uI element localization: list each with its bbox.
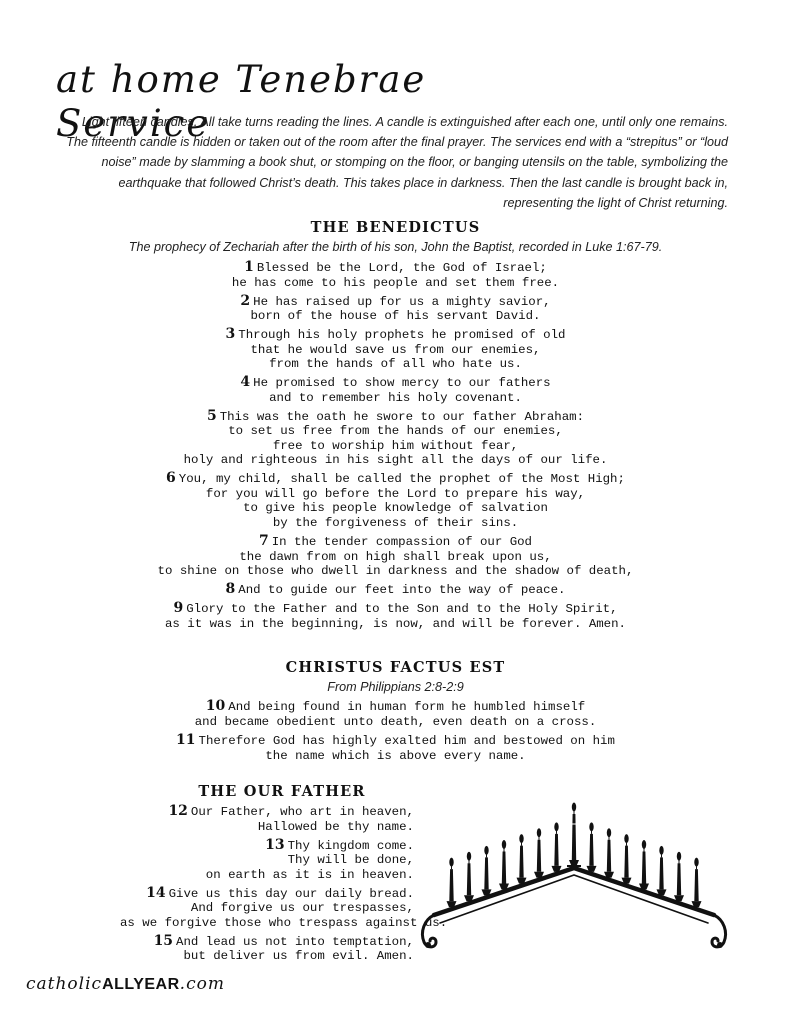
verse-line xyxy=(0,327,791,343)
verse-number: 14 xyxy=(146,884,166,901)
verse-line xyxy=(120,886,414,902)
verse-line xyxy=(120,853,414,868)
verse-line xyxy=(0,582,791,598)
verse-text: as we forgive those who trespass against us. xyxy=(120,915,448,930)
verse-number: 10 xyxy=(205,698,226,714)
verse-text: that he would save us from our enemies, xyxy=(250,342,541,357)
verse-number: 5 xyxy=(206,407,217,424)
verse-1 xyxy=(0,260,791,290)
verse-text: to set us free from the hands of our enemies, xyxy=(228,424,563,439)
candle-icon xyxy=(517,834,527,884)
verse-text: to give his people knowledge of salvation xyxy=(243,501,548,516)
verse-text: Our Father, who art in heaven, xyxy=(190,805,414,819)
verse-text: You, my child, shall be called the prophet of the Most High; xyxy=(178,472,625,487)
verse-line xyxy=(120,868,414,883)
our-father-verses xyxy=(120,803,448,964)
verse-text: Glory to the Father and to the Son and to the Holy Spirit, xyxy=(186,602,618,617)
benedictus-verses xyxy=(0,260,791,631)
verse-text: and became obedient unto death, even death on a cross. xyxy=(194,714,597,729)
candle-icon xyxy=(622,834,632,884)
verse-line xyxy=(120,804,414,820)
verse-number: 11 xyxy=(176,732,196,748)
verse-line xyxy=(120,934,414,950)
verse-text: Through his holy prophets he promised of old xyxy=(238,328,566,343)
footer-logo-part-allyear: ALLYEAR xyxy=(102,976,180,993)
verse-line xyxy=(0,294,791,310)
verse-line xyxy=(0,471,791,487)
verse-text: In the tender compassion of our God xyxy=(271,535,532,550)
verse-line xyxy=(0,453,791,468)
verse-number: 2 xyxy=(240,292,251,309)
verse-line xyxy=(120,820,414,835)
candle-icon xyxy=(639,840,649,890)
christus-verses xyxy=(0,699,791,763)
verse-line xyxy=(0,715,791,730)
verse-line xyxy=(0,439,791,454)
verse-15 xyxy=(120,934,414,964)
verse-4 xyxy=(0,375,791,405)
verse-line xyxy=(0,357,791,372)
footer-website-logo xyxy=(26,974,225,994)
verse-7 xyxy=(0,534,791,579)
verse-line xyxy=(0,409,791,425)
verse-line xyxy=(0,487,791,502)
candle-icon xyxy=(604,828,614,878)
tenebrae-hearse-candelabrum-icon xyxy=(412,792,736,954)
section-heading-benedictus: THE BENEDICTUS xyxy=(310,219,481,236)
verse-text: Thy kingdom come. xyxy=(287,838,414,853)
verse-number: 6 xyxy=(166,470,176,487)
footer-logo-part-catholic: catholic xyxy=(26,974,103,994)
verse-number: 1 xyxy=(244,259,254,275)
verse-line xyxy=(0,276,791,291)
verse-text: to shine on those who dwell in darkness and the shadow of death, xyxy=(157,564,634,579)
verse-number: 15 xyxy=(153,932,174,949)
verse-line xyxy=(0,617,791,632)
page-title: at home Tenebrae Service xyxy=(56,58,427,145)
verse-5 xyxy=(0,409,791,468)
candle-icon xyxy=(447,858,457,908)
verse-line xyxy=(0,391,791,406)
candle-icon xyxy=(482,846,492,896)
verse-text: This was the oath he swore to our father Abraham: xyxy=(219,409,585,424)
candle-icon xyxy=(657,846,667,896)
section-subheading-benedictus: The prophecy of Zechariah after the birth of his son, John the Baptist, recorded in Luke 1:67-79. xyxy=(128,240,663,254)
verse-number: 12 xyxy=(168,803,188,819)
verse-text: And lead us not into temptation, xyxy=(176,934,414,949)
section-heading-our-father: THE OUR FATHER xyxy=(198,783,366,800)
candle-icon xyxy=(552,822,562,872)
verse-text: holy and righteous in his sight all the days of our life. xyxy=(183,453,608,468)
verse-number: 9 xyxy=(173,600,184,617)
verse-text: for you will go before the Lord to prepare his way, xyxy=(205,486,586,501)
verse-text: Hallowed be thy name. xyxy=(257,819,414,834)
verse-text: And to guide our feet into the way of peace. xyxy=(238,583,566,598)
candle-icon xyxy=(692,858,702,908)
verse-line xyxy=(0,343,791,358)
verse-2 xyxy=(0,294,791,324)
verse-text: the dawn from on high shall break upon us, xyxy=(239,549,552,564)
verse-line xyxy=(0,424,791,439)
verse-line xyxy=(0,260,791,276)
verse-line xyxy=(0,733,791,749)
verse-line xyxy=(0,375,791,391)
verse-line xyxy=(0,534,791,550)
verse-line xyxy=(0,501,791,516)
verse-text: Thy will be done, xyxy=(287,853,414,867)
section-subheading-christus: From Philippians 2:8-2:9 xyxy=(327,680,464,694)
verse-line xyxy=(120,949,414,964)
verse-11 xyxy=(0,733,791,763)
verse-text: as it was in the beginning, is now, and will be forever. Amen. xyxy=(164,616,626,631)
verse-number: 3 xyxy=(225,326,236,343)
verse-line xyxy=(120,901,414,916)
candle-icon xyxy=(567,803,581,867)
verse-8 xyxy=(0,582,791,598)
verse-line xyxy=(0,699,791,715)
verse-line xyxy=(0,516,791,531)
verse-text: on earth as it is in heaven. xyxy=(205,867,414,882)
candle-icon xyxy=(587,822,597,872)
verse-text: by the forgiveness of their sins. xyxy=(272,515,519,530)
verse-text: he has come to his people and set them free. xyxy=(231,275,560,290)
verse-text: And being found in human form he humbled himself xyxy=(228,700,586,714)
verse-6 xyxy=(0,471,791,530)
candle-icon xyxy=(464,852,474,902)
verse-text: from the hands of all who hate us. xyxy=(269,357,522,372)
verse-text: He has raised up for us a mighty savior, xyxy=(253,294,551,309)
verse-text: the name which is above every name. xyxy=(265,748,526,763)
verse-text: Therefore God has highly exalted him and bestowed on him xyxy=(198,734,615,748)
verse-number: 7 xyxy=(259,533,269,550)
verse-text: born of the house of his servant David. xyxy=(250,309,541,324)
verse-text: and to remember his holy covenant. xyxy=(269,390,522,405)
verse-14 xyxy=(120,884,448,931)
section-heading-christus: CHRISTUS FACTUS EST xyxy=(285,659,506,676)
verse-10 xyxy=(0,699,791,729)
verse-text: Give us this day our daily bread. xyxy=(168,886,414,901)
candle-icon xyxy=(499,840,509,890)
verse-line xyxy=(0,550,791,565)
our-father-section xyxy=(120,782,448,967)
christus-factus-est-section xyxy=(0,658,791,767)
verse-number: 13 xyxy=(265,836,285,853)
verse-9 xyxy=(0,601,791,631)
verse-line xyxy=(0,601,791,617)
verse-text: but deliver us from evil. Amen. xyxy=(183,949,414,963)
verse-text: Blessed be the Lord, the God of Israel; xyxy=(256,261,547,275)
verse-line xyxy=(120,838,414,854)
verse-13 xyxy=(120,838,414,883)
candle-icon xyxy=(534,828,544,878)
verse-text: And forgive us our trespasses, xyxy=(190,901,414,915)
verse-number: 4 xyxy=(240,374,251,391)
benedictus-section xyxy=(0,218,791,635)
candle-icon xyxy=(674,852,684,902)
verse-12 xyxy=(120,804,414,834)
verse-3 xyxy=(0,327,791,372)
verse-text: free to worship him without fear, xyxy=(272,438,519,453)
verse-line xyxy=(0,564,791,579)
verse-line xyxy=(0,309,791,324)
verse-line xyxy=(120,915,448,931)
intro-paragraph: Light fifteen candles. All take turns reading the lines. A candle is extinguished after each one, until only one remains. The fifteenth candle is hidden or taken out of the room after the final prayer. The services end with a “strepitus” or “loud noise” made by slamming a book shut, or stomping on the floor, or banging utensils on the table, symbolizing the earthquake that followed Christ’s death. This takes place in darkness. Then the last candle is brought back in, representing the light of Christ returning. xyxy=(66,115,728,210)
verse-line xyxy=(0,749,791,764)
footer-logo-part-com: .com xyxy=(179,974,225,994)
verse-number: 8 xyxy=(225,581,236,598)
verse-text: He promised to show mercy to our fathers xyxy=(253,376,551,391)
